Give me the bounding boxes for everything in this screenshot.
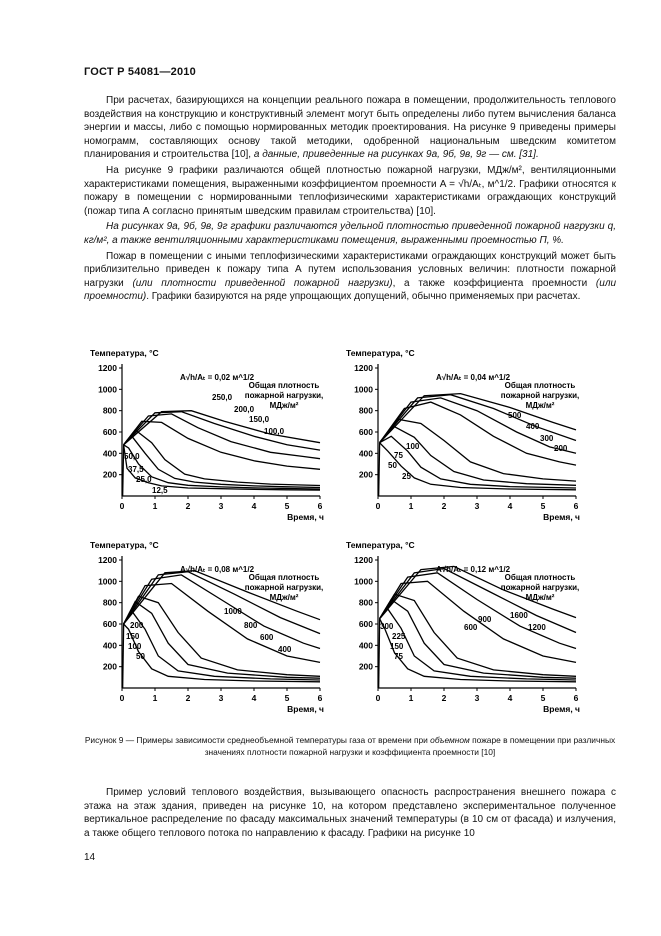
x-axis-label: Время, ч (543, 704, 580, 714)
y-tick-label: 600 (358, 427, 373, 437)
chart-svg (84, 538, 334, 718)
x-tick-label: 0 (119, 693, 125, 703)
figure-caption: Рисунок 9 — Примеры зависимости среднеобъемной температуры газа от времени при объемном пожаре в помещении при различных значениях плотности пожарной нагрузки и коэффициента проемности [10] (84, 735, 616, 757)
chart-a (84, 346, 334, 526)
x-tick-label: 3 (218, 501, 224, 511)
chart-svg (340, 538, 590, 718)
series-label: 600 (464, 623, 478, 632)
chart-b (340, 346, 590, 526)
series-label: 225 (392, 632, 406, 641)
x-tick-label: 5 (284, 501, 290, 511)
y-tick-label: 400 (102, 640, 117, 651)
x-tick-label: 5 (284, 693, 290, 703)
x-axis-label: Время, ч (543, 512, 580, 522)
legend-note-line: Общая плотность (504, 381, 576, 390)
x-tick-label: 0 (119, 501, 125, 511)
x-tick-label: 1 (408, 693, 414, 703)
series-line-150 (124, 602, 320, 679)
series-label: 25,0 (136, 475, 152, 484)
series-label: 12,5 (152, 486, 168, 495)
x-axis-label: Время, ч (287, 512, 324, 522)
series-label: 1000 (224, 607, 242, 616)
legend-note-line: пожарной нагрузки, (500, 583, 580, 592)
x-tick-label: 3 (474, 693, 480, 703)
y-axis-label: Температура, °С (90, 348, 159, 358)
y-tick-label: 1000 (354, 384, 373, 395)
legend-note-line: пожарной нагрузки, (244, 391, 324, 400)
legend-note-line: пожарной нагрузки, (244, 583, 324, 592)
series-label: 900 (478, 615, 492, 624)
series-label: 1600 (510, 611, 528, 620)
series-line-12-5 (124, 445, 320, 490)
y-tick-label: 200 (102, 661, 117, 672)
y-tick-label: 1200 (354, 555, 373, 565)
chart-svg (340, 346, 590, 526)
series-label: 150,0 (249, 415, 270, 424)
y-tick-label: 800 (358, 405, 373, 416)
x-tick-label: 6 (317, 693, 323, 703)
chart-c (84, 538, 334, 718)
chart-d (340, 538, 590, 718)
page-number: 14 (84, 852, 96, 863)
x-tick-label: 2 (185, 693, 191, 703)
x-tick-label: 6 (573, 501, 579, 511)
y-tick-label: 200 (358, 661, 373, 672)
x-tick-label: 3 (474, 501, 480, 511)
y-tick-label: 600 (102, 619, 117, 629)
y-tick-label: 600 (102, 427, 117, 437)
series-label: 200,0 (234, 405, 255, 414)
y-tick-label: 1200 (98, 363, 117, 373)
y-tick-label: 1000 (98, 384, 117, 395)
legend-note (501, 381, 579, 410)
y-tick-label: 1200 (98, 555, 117, 565)
opening-factor-label: A√h/Aₜ = 0,12 м^1/2 (436, 565, 511, 574)
series-label: 50 (388, 461, 397, 470)
y-axis-label: Температура, °С (90, 540, 159, 550)
y-axis-label: Температура, °С (346, 540, 415, 550)
x-tick-label: 4 (251, 501, 257, 511)
legend-note-line: Общая плотность (248, 573, 320, 582)
x-tick-label: 0 (375, 693, 381, 703)
chart-svg (84, 346, 334, 526)
series-label: 500 (508, 411, 522, 420)
x-tick-label: 1 (408, 501, 414, 511)
heating-ramp (123, 624, 124, 688)
series-label: 100 (128, 642, 142, 651)
x-tick-label: 3 (218, 693, 224, 703)
body-text-top (84, 94, 616, 304)
series-label: 37,5 (128, 465, 144, 474)
body-text-bottom (84, 786, 616, 840)
y-tick-label: 400 (358, 448, 373, 459)
x-tick-label: 5 (540, 501, 546, 511)
series-label: 50,0 (124, 452, 140, 461)
legend-note (501, 573, 579, 602)
x-tick-label: 5 (540, 693, 546, 703)
x-tick-label: 2 (441, 501, 447, 511)
y-tick-label: 800 (358, 597, 373, 608)
y-tick-label: 1000 (354, 576, 373, 587)
document-header: ГОСТ Р 54081—2010 (84, 66, 196, 78)
opening-factor-label: A√h/Aₜ = 0,08 м^1/2 (180, 565, 255, 574)
y-tick-label: 400 (358, 640, 373, 651)
x-tick-label: 1 (152, 501, 158, 511)
opening-factor-label: A√h/Aₜ = 0,04 м^1/2 (436, 373, 511, 382)
y-tick-label: 1000 (98, 576, 117, 587)
series-label: 300 (380, 622, 394, 631)
y-tick-label: 400 (102, 448, 117, 459)
x-tick-label: 1 (152, 693, 158, 703)
legend-note (245, 381, 323, 410)
legend-note-line: МДж/м² (525, 401, 555, 410)
series-label: 200 (130, 621, 144, 630)
x-axis-label: Время, ч (287, 704, 324, 714)
paragraph-2: На рисунке 9 графики различаются общей плотностью пожарной нагрузки, МДж/м², вентиляционными характеристиками помещения, выраженными коэффициентом проемности A = √h/Aₜ, м^1/2. Графики относятся к пожару в помещении с нормированными теплофизическими характеристиками ограждающих конструкций (пожар типа А согласно принятым шведским правилам строительства) [10]. (84, 164, 616, 217)
series-label: 1200 (528, 623, 546, 632)
x-tick-label: 2 (185, 501, 191, 511)
legend-note-line: МДж/м² (525, 593, 555, 602)
series-label: 800 (244, 621, 258, 630)
x-tick-label: 4 (507, 693, 513, 703)
y-axis-label: Температура, °С (346, 348, 415, 358)
paragraph-4: Пожар в помещении с иными теплофизическими характеристиками ограждающих конструкций может быть приблизительно приведен к пожару типа А путем использования условных величин: плотности пожарной нагрузки (или плотности приведенной пожарной нагрузки), а также коэффициента проемности (или проемности). Графики базируются на ряде упрощающих допущений, обычно применяемых при расчетах. (84, 250, 617, 303)
paragraph-1: При расчетах, базирующихся на концепции реального пожара в помещении, продолжительность теплового воздействия на конструкцию и конструктивный элемент могут быть определены либо путем вычисления баланса энергии и массы, либо с помощью нормированных методик проектирования. На рисунке 9 приведены примеры номограмм, составляющих основу такой методики, одобренной национальным шведским комитетом планирования и строительства [10], а данные, приведенные на рисунках 9а, 9б, 9в, 9г — см. [31]. (84, 95, 616, 161)
y-tick-label: 200 (358, 469, 373, 480)
series-label: 400 (526, 422, 540, 431)
series-label: 100,0 (264, 427, 285, 436)
series-label: 150 (390, 642, 404, 651)
opening-factor-label: A√h/Aₜ = 0,02 м^1/2 (180, 373, 255, 382)
y-tick-label: 200 (102, 469, 117, 480)
series-label: 75 (394, 652, 403, 661)
series-label: 200 (554, 444, 568, 453)
series-label: 600 (260, 633, 274, 642)
x-tick-label: 0 (375, 501, 381, 511)
series-label: 100 (406, 442, 420, 451)
series-line-225 (380, 600, 576, 679)
series-label: 50 (136, 652, 145, 661)
legend-note-line: Общая плотность (504, 573, 576, 582)
series-label: 300 (540, 434, 554, 443)
legend-note-line: МДж/м² (269, 401, 299, 410)
series-label: 250,0 (212, 393, 233, 402)
series-label: 75 (394, 451, 403, 460)
legend-note-line: МДж/м² (269, 593, 299, 602)
x-tick-label: 6 (573, 693, 579, 703)
series-label: 400 (278, 645, 292, 654)
paragraph-3: На рисунках 9а, 9б, 9в, 9г графики различаются удельной плотностью приведенной пожарной нагрузки q, кг/м², а также вентиляционными характеристиками помещения, выраженными проемностью П, %. (84, 221, 616, 246)
y-tick-label: 1200 (354, 363, 373, 373)
legend-note-line: пожарной нагрузки, (500, 391, 580, 400)
x-tick-label: 2 (441, 693, 447, 703)
series-label: 25 (402, 472, 411, 481)
series-label: 150 (126, 632, 140, 641)
y-tick-label: 800 (102, 597, 117, 608)
paragraph-5: Пример условий теплового воздействия, вызывающего опасность распространения внешнего пожара с этажа на этаж здания, приведен на рисунке 10, на котором представлено экспериментальное полученное вертикальное распределение по фасаду максимальных значений температуры (в 10 см от фасада) и излучения, а также общего теплового потока по направлению к фасаду. Графики на рисунке 10 (84, 787, 616, 839)
legend-note (245, 573, 323, 602)
heating-ramp (379, 443, 380, 496)
legend-note-line: Общая плотность (248, 381, 320, 390)
x-tick-label: 4 (251, 693, 257, 703)
y-tick-label: 800 (102, 405, 117, 416)
x-tick-label: 6 (317, 501, 323, 511)
y-tick-label: 600 (358, 619, 373, 629)
x-tick-label: 4 (507, 501, 513, 511)
